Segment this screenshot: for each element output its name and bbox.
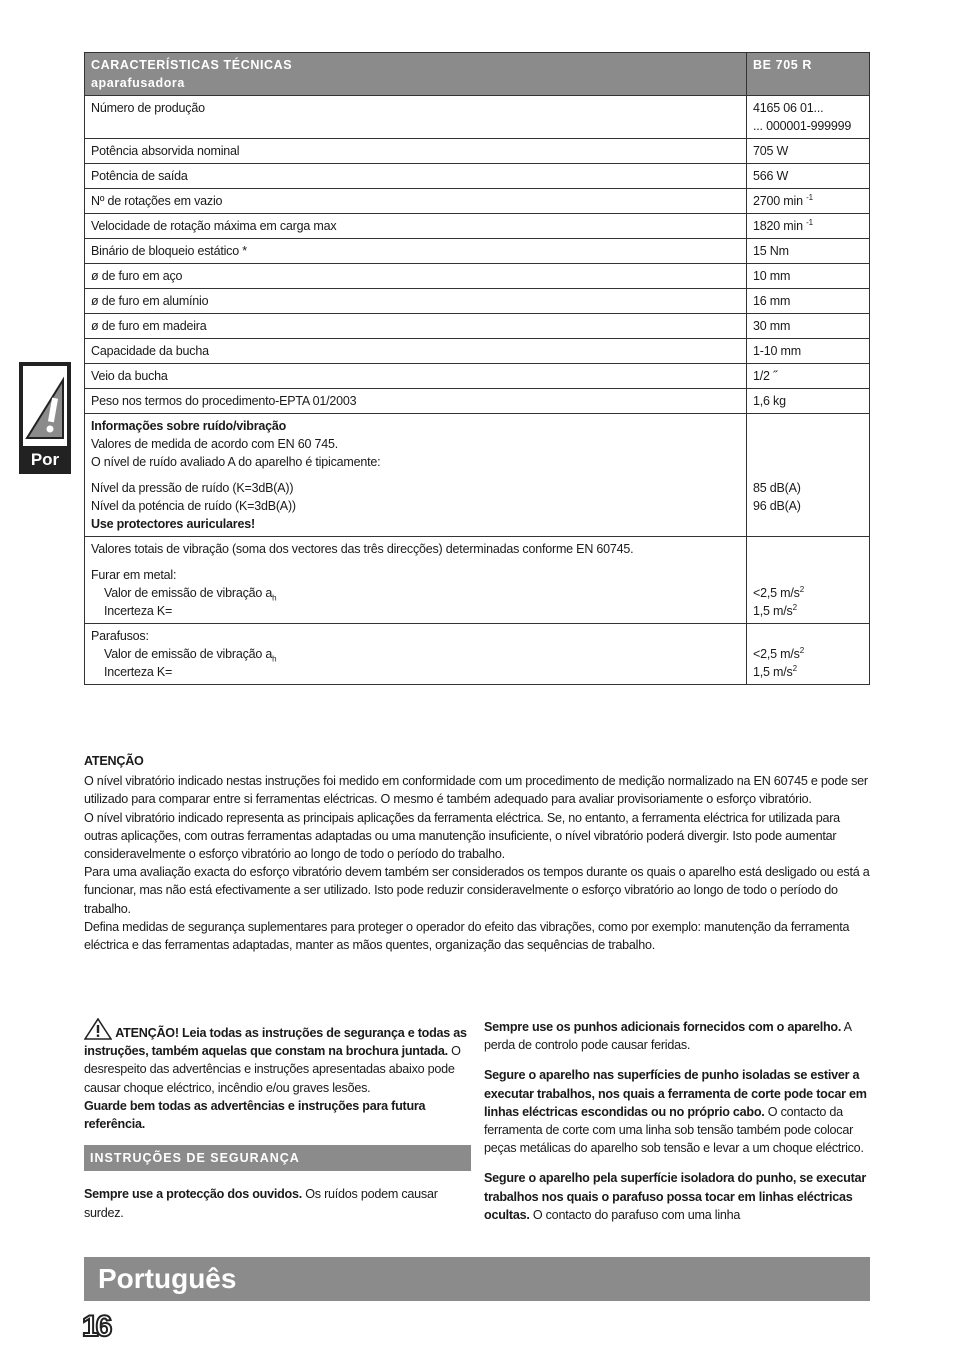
language-side-tab (19, 362, 71, 474)
emission-label-text: Valor de emissão de vibração a (104, 586, 273, 600)
table-row (85, 239, 870, 264)
safety-bold: Sempre use os punhos adicionais fornecidos com o aparelho. (484, 1020, 842, 1034)
screws-emission-text: <2,5 m/s (753, 647, 800, 661)
row-value (747, 96, 870, 139)
noise-power-label: Nível da poténcia de ruído (K=3dB(A)) (91, 499, 296, 513)
row-label: Peso nos termos do procedimento-EPTA 01/2003 (85, 389, 747, 414)
table-header-title (85, 53, 747, 96)
noise-line2: O nível de ruído avaliado A do aparelho é tipicamente: (91, 455, 381, 469)
row-value: 1-10 mm (747, 339, 870, 364)
header-model: BE 705 R (747, 53, 870, 96)
noise-info-values (747, 414, 870, 537)
hearing-paragraph (84, 1185, 471, 1221)
attention-paragraph: Para uma avaliação exacta do esforço vibratório devem também ser considerados os tempos durante os quais o aparelho está desligado ou está a funcionar, mas não está efectivamente a ser utilizado. Isto pode reduzir consideravelmente o esforço vibratório ao longo de todo o período do trabalho. (84, 865, 870, 916)
safety-bold: Segure o aparelho nas superfícies de punho isoladas se estiver a executar trabalhos, nos quais a ferramenta de corte pode tocar em linhas eléctricas escondidas ou no próprio cabo. (484, 1068, 867, 1119)
row-label: Potência absorvida nominal (85, 139, 747, 164)
noise-protect-warning: Use protectores auriculares! (91, 517, 255, 531)
vibration-screws-row (85, 624, 870, 685)
metal-emission-text: <2,5 m/s (753, 586, 800, 600)
row-value-exponent: -1 (806, 217, 813, 227)
metal-uncertainty-text: 1,5 m/s (753, 604, 793, 618)
noise-power-value: 96 dB(A) (753, 499, 801, 513)
row-label: Capacidade da bucha (85, 339, 747, 364)
noise-line1: Valores de medida de acordo com EN 60 745. (91, 437, 339, 451)
header-subtitle: aparafusadora (91, 76, 185, 90)
safety-paragraph (484, 1169, 871, 1224)
table-row (85, 389, 870, 414)
vibration-screws-title: Parafusos: (91, 629, 149, 643)
row-value: 1,6 kg (747, 389, 870, 414)
metal-uncertainty-value (753, 602, 863, 620)
section-heading: INSTRUÇÕES DE SEGURANÇA (84, 1145, 471, 1171)
row-value-text: 1820 min (753, 219, 803, 233)
vibration-metal-title: Furar em metal: (91, 568, 177, 582)
row-value: 10 mm (747, 264, 870, 289)
row-label: Número de produção (85, 96, 747, 139)
attention-paragraph: Defina medidas de segurança suplementares para proteger o operador do efeito das vibrações, como por exemplo: manutenção da ferramenta eléctrica e das ferramentas adaptadas, manter as mãos quentes, organização das sequências de trabalho. (84, 919, 850, 953)
row-value: 16 mm (747, 289, 870, 314)
row-value-text: 2700 min (753, 194, 803, 208)
row-value: 705 W (747, 139, 870, 164)
noise-info-row (85, 414, 870, 537)
vibration-metal-values (747, 537, 870, 624)
unit-exponent: 2 (792, 663, 797, 673)
vibration-uncertainty-label: Incerteza K= (104, 604, 173, 618)
row-label: Veio da bucha (85, 364, 747, 389)
table-row (85, 264, 870, 289)
vibration-metal-labels (85, 537, 747, 624)
noise-pressure-value: 85 dB(A) (753, 481, 801, 495)
row-value-line1: 4165 06 01... (753, 101, 824, 115)
row-value-line2: ... 000001-999999 (753, 119, 852, 133)
row-value-exponent: -1 (806, 192, 813, 202)
safety-right-column (484, 1018, 871, 1236)
table-row (85, 289, 870, 314)
safety-text: O contacto do parafuso com uma linha (529, 1207, 741, 1222)
warn-text: O desrespeito das advertências e instruções apresentadas abaixo pode causar choque eléctrico, incêndio e/ou graves lesões. (84, 1044, 461, 1095)
emission-label-text: Valor de emissão de vibração a (104, 647, 273, 661)
screws-uncertainty-text: 1,5 m/s (753, 665, 793, 679)
table-row (85, 189, 870, 214)
attention-paragraph: O nível vibratório indicado representa as principais aplicações da ferramenta eléctrica. Se, no entanto, a ferramenta eléctrica for utilizada para outras aplicações, com outras ferramentas adaptadas ou uma manutenção insuficiente, o nível vibratório poderá divergir. Isto pode aumentar consideravelmente o esforço vibratório ao longo de todo o período do trabalho. (84, 810, 840, 862)
row-label: Nº de rotações em vazio (85, 189, 747, 214)
hearing-bold: Sempre use a protecção dos ouvidos. (84, 1187, 303, 1202)
vibration-intro: Valores totais de vibração (soma dos vectores das três direcções) determinadas conforme EN 60745. (91, 542, 634, 556)
table-row (85, 339, 870, 364)
warning-triangle-icon (23, 366, 67, 446)
table-row (85, 214, 870, 239)
row-value: 30 mm (747, 314, 870, 339)
row-value (747, 214, 870, 239)
safety-bold: Segure o aparelho pela superfície isoladora do punho, se executar trabalhos nos quais o parafuso possa tocar em linhas eléctricas ocultas. (484, 1171, 866, 1222)
unit-exponent: 2 (799, 584, 804, 594)
table-row (85, 96, 870, 139)
vibration-emission-label (91, 645, 740, 663)
emission-subscript: h (272, 654, 277, 664)
safety-warning-paragraph (84, 1018, 471, 1133)
row-label: Potência de saída (85, 164, 747, 189)
row-value: 15 Nm (747, 239, 870, 264)
attention-title: ATENÇÃO (84, 754, 144, 768)
emission-subscript: h (272, 593, 277, 603)
vibration-screws-values (747, 624, 870, 685)
vibration-screws-labels (85, 624, 747, 685)
vibration-emission-label (91, 584, 740, 602)
warning-triangle-icon (84, 1018, 112, 1040)
screws-emission-value (753, 645, 863, 663)
vibration-metal-row (85, 537, 870, 624)
unit-exponent: 2 (792, 602, 797, 612)
screws-uncertainty-value (753, 663, 863, 681)
language-code: Por (30, 450, 60, 469)
table-row (85, 314, 870, 339)
row-label: Binário de bloqueio estático * (85, 239, 747, 264)
technical-specs-table (84, 52, 870, 685)
row-label: ø de furo em alumínio (85, 289, 747, 314)
metal-emission-value (753, 584, 863, 602)
row-value: 1/2 ˝ (747, 364, 870, 389)
row-value (747, 189, 870, 214)
footer-language: Português (98, 1263, 237, 1294)
language-footer-bar (84, 1257, 870, 1301)
vibration-uncertainty-label: Incerteza K= (104, 665, 173, 679)
noise-title: Informações sobre ruído/vibração (91, 419, 287, 433)
noise-pressure-label: Nível da pressão de ruído (K=3dB(A)) (91, 481, 294, 495)
table-row (85, 139, 870, 164)
safety-left-column (84, 1018, 471, 1234)
page-number: 16 (82, 1310, 110, 1343)
row-value: 566 W (747, 164, 870, 189)
table-row (85, 364, 870, 389)
header-title: CARACTERÍSTICAS TÉCNICAS (91, 58, 293, 72)
safety-paragraph (484, 1066, 871, 1157)
row-label: ø de furo em madeira (85, 314, 747, 339)
attention-paragraph: O nível vibratório indicado nestas instruções foi medido em conformidade com um procedimento de medição normalizado na EN 60745 e pode ser utilizado para comparar entre si ferramentas eléctricas. O mesmo é também adequado para avaliar provisoriamente o esforço vibratório. (84, 774, 868, 807)
safety-text: O contacto da ferramenta de corte com uma linha sob tensão também pode colocar peças metálicas do aparelho sob tensão e levar a um choque eléctrico. (484, 1104, 864, 1156)
row-label: Velocidade de rotação máxima em carga max (85, 214, 747, 239)
safety-paragraph (484, 1018, 871, 1054)
safety-text: A perda de controlo pode causar feridas. (484, 1020, 852, 1053)
table-header-row (85, 53, 870, 96)
unit-exponent: 2 (799, 645, 804, 655)
attention-section (84, 752, 870, 954)
keep-instructions-text: Guarde bem todas as advertências e instruções para futura referência. (84, 1098, 426, 1132)
noise-info-labels (85, 414, 747, 537)
table-row (85, 164, 870, 189)
row-label: ø de furo em aço (85, 264, 747, 289)
hearing-text: Os ruídos podem causar surdez. (84, 1187, 438, 1220)
warn-bold-text: ATENÇÃO! Leia todas as instruções de segurança e todas as instruções, também aquelas que constam na brochura juntada. (84, 1026, 467, 1059)
